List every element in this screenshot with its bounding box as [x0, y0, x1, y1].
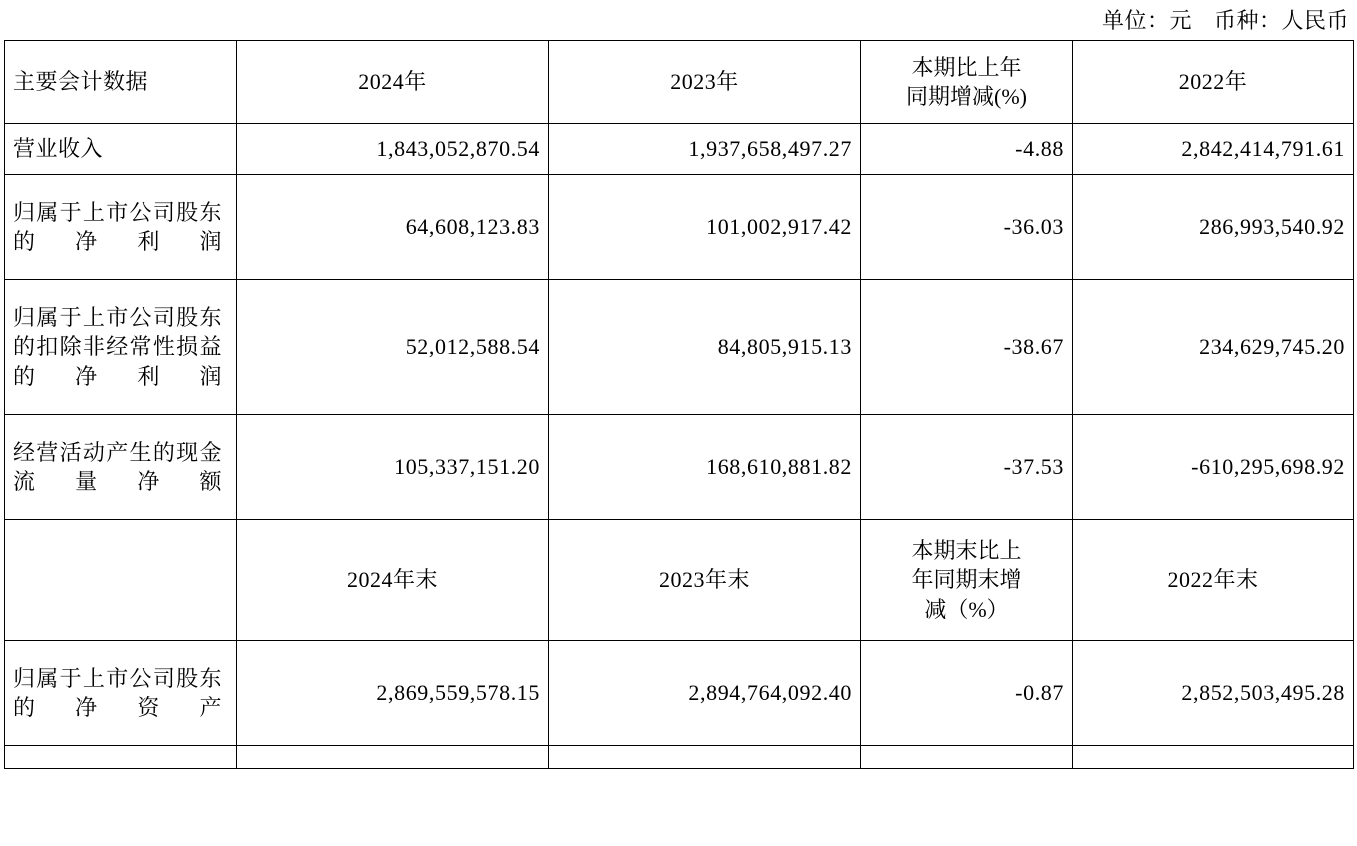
table-row [5, 415, 1354, 520]
header2-cell-2022: 2022年末 [1073, 520, 1354, 641]
financial-summary-table [4, 40, 1354, 769]
table-header-row-period-end [5, 520, 1354, 641]
cell-net-assets-2022: 2,852,503,495.28 [1073, 641, 1354, 746]
row-label-operating-cashflow: 经营活动产生的现金流量净额 [5, 415, 237, 520]
partial-cell-change [861, 746, 1073, 769]
header-cell-label: 主要会计数据 [5, 41, 237, 124]
header2-cell-label [5, 520, 237, 641]
unit-note-currency: 币种：人民币 [1213, 8, 1349, 33]
partial-cell-label [5, 746, 237, 769]
header2-change-line3: 减（%） [924, 596, 1009, 622]
header-change-line2: 同期增减(%) [906, 84, 1027, 109]
table-row [5, 641, 1354, 746]
cell-net-profit-change: -36.03 [861, 175, 1073, 280]
cell-operating-cashflow-2022: -610,295,698.92 [1073, 415, 1354, 520]
table-row [5, 124, 1354, 175]
unit-note-amount: 单位：元 [1101, 8, 1192, 33]
header2-cell-change [861, 520, 1073, 641]
row-label-net-profit: 归属于上市公司股东的净利润 [5, 175, 237, 280]
table-row [5, 175, 1354, 280]
cell-operating-cashflow-2023: 168,610,881.82 [549, 415, 861, 520]
header-change-line1: 本期比上年 [911, 54, 1022, 80]
header2-cell-2024: 2024年末 [237, 520, 549, 641]
cell-operating-cashflow-change: -37.53 [861, 415, 1073, 520]
cell-net-assets-2024: 2,869,559,578.15 [237, 641, 549, 746]
header-cell-2022: 2022年 [1073, 41, 1354, 124]
header-cell-change [861, 41, 1073, 124]
cell-revenue-2023: 1,937,658,497.27 [549, 124, 861, 175]
cell-revenue-change: -4.88 [861, 124, 1073, 175]
cell-adjusted-net-profit-2022: 234,629,745.20 [1073, 280, 1354, 415]
cell-revenue-2022: 2,842,414,791.61 [1073, 124, 1354, 175]
unit-note [1102, 4, 1349, 35]
header-cell-2023: 2023年 [549, 41, 861, 124]
row-label-net-assets: 归属于上市公司股东的净资产 [5, 641, 237, 746]
header2-cell-2023: 2023年末 [549, 520, 861, 641]
cell-adjusted-net-profit-2024: 52,012,588.54 [237, 280, 549, 415]
header-cell-2024: 2024年 [237, 41, 549, 124]
cell-net-profit-2024: 64,608,123.83 [237, 175, 549, 280]
cell-net-profit-2022: 286,993,540.92 [1073, 175, 1354, 280]
cell-revenue-2024: 1,843,052,870.54 [237, 124, 549, 175]
table-header-row [5, 41, 1354, 124]
cell-net-profit-2023: 101,002,917.42 [549, 175, 861, 280]
partial-cell-2022 [1073, 746, 1354, 769]
partial-cell-2023 [549, 746, 861, 769]
cell-net-assets-2023: 2,894,764,092.40 [549, 641, 861, 746]
table-row [5, 280, 1354, 415]
row-label-revenue: 营业收入 [5, 124, 237, 175]
partial-cell-2024 [237, 746, 549, 769]
cell-net-assets-change: -0.87 [861, 641, 1073, 746]
row-label-adjusted-net-profit: 归属于上市公司股东的扣除非经常性损益的净利润 [5, 280, 237, 415]
cell-operating-cashflow-2024: 105,337,151.20 [237, 415, 549, 520]
table-row-partial [5, 746, 1354, 769]
header2-change-line2: 年同期末增 [911, 567, 1022, 593]
cell-adjusted-net-profit-2023: 84,805,915.13 [549, 280, 861, 415]
header2-change-line1: 本期末比上 [911, 538, 1022, 564]
cell-adjusted-net-profit-change: -38.67 [861, 280, 1073, 415]
